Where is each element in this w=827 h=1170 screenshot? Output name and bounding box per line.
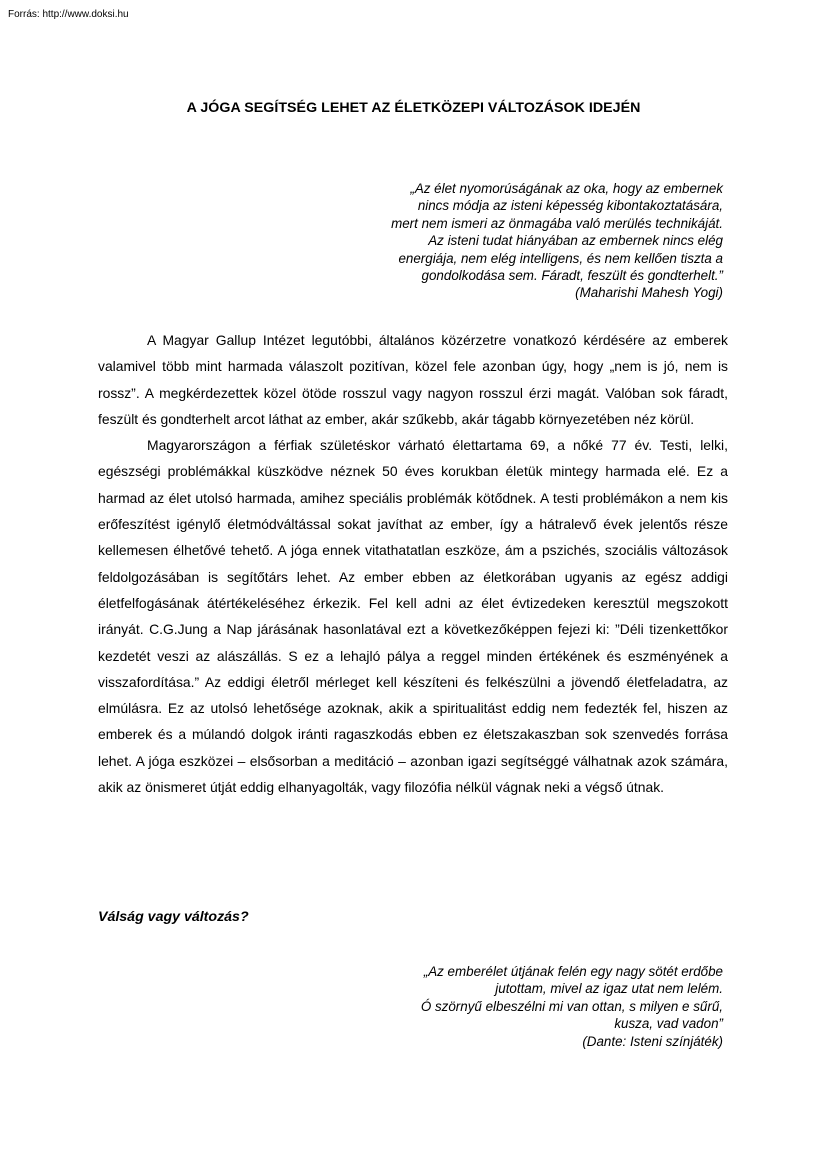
opening-quote bbox=[391, 180, 723, 302]
document-title: A JÓGA SEGÍTSÉG LEHET AZ ÉLETKÖZEPI VÁLTOZÁSOK IDEJÉN bbox=[186, 100, 641, 116]
quote-author: (Dante: Isteni színjáték) bbox=[582, 1033, 723, 1049]
article-body bbox=[98, 327, 728, 800]
paragraph: Magyarországon a férfiak születéskor várható élettartama 69, a nőké 77 év. Testi, lelki, egészségi problémákkal küszködve néznek 50 éves korukban életük mintegy harmada elé. Ez a harmad az élet utolsó harmada, amihez speciális problémák kötődnek. A testi problémákon a nem kis erőfeszítést igénylő életmódváltással sokat javíthat az ember, így a hátralevő évek jelentős része kellemesen élhetővé tehető. A jóga ennek vitathatatlan eszköze, ám a pszichés, szociális változások feldolgozásában is segítőtárs lehet. Az ember ebben az életkorában ugyanis az egész addigi életfelfogásának átértékeléséhez érkezik. Fel kell adni az élet évtizedeken keresztül megszokott irányát. C.G.Jung a Nap járásának hasonlatával ezt a következőképpen fejezi ki: ”Déli tizenkettőkor kezdetét veszi az alászállás. S ez a lehajló pálya a reggel minden értékének és eszményének a visszafordítása.” Az eddigi életről mérleget kell készíteni és felkészülni a jövendő életfeladatra, az elmúlásra. Ez az utolsó lehetősége azoknak, akik a spiritualitást eddig nem fedezték fel, hiszen az emberek és a múlandó dolgok iránti ragaszkodás ebben ez életszakaszban sok szenvedés forrása lehet. A jóga eszközei – elsősorban a meditáció – azonban igazi segítséggé válhatnak azok számára, akik az önismeret útját eddig elhanyagolták, vagy filozófia nélkül vágnak neki a végső útnak. bbox=[98, 437, 728, 796]
quote-line: „Az emberélet útjának felén egy nagy sötét erdőbe bbox=[423, 964, 723, 979]
quote-line: Ó szörnyű elbeszélni mi van ottan, s milyen e sűrű, bbox=[420, 998, 723, 1014]
quote-line: jutottam, mivel az igaz utat nem lelém. bbox=[495, 981, 723, 997]
quote-author: (Maharishi Mahesh Yogi) bbox=[575, 285, 723, 301]
paragraph: A Magyar Gallup Intézet legutóbbi, általános közérzetre vonatkozó kérdésére az emberek valamivel több mint harmada válaszolt pozitívan, közel fele azonban úgy, hogy „nem is jó, nem is rossz”. A megkérdezettek közel ötöde rosszul vagy nagyon rosszul érzi magát. Valóban sok fáradt, feszült és gondterhelt arcot láthat az ember, akár szűkebb, akár tágabb környezetében néz körül. bbox=[98, 332, 728, 427]
quote-line: nincs módja az isteni képesség kibontakoztatására, bbox=[417, 198, 723, 214]
quote-line: mert nem ismeri az önmagába való merülés technikáját. bbox=[391, 215, 723, 231]
quote-line: gondolkodása sem. Fáradt, feszült és gondterhelt.” bbox=[421, 268, 723, 284]
quote-line: Az isteni tudat hiányában az embernek nincs elég bbox=[428, 233, 723, 249]
section-heading: Válság vagy változás? bbox=[98, 909, 249, 925]
quote-line: kusza, vad vadon” bbox=[614, 1016, 723, 1032]
quote-line: „Az élet nyomorúságának az oka, hogy az embernek bbox=[410, 181, 723, 196]
dante-quote bbox=[421, 963, 723, 1050]
source-note: Forrás: http://www.doksi.hu bbox=[8, 9, 129, 20]
quote-line: energiája, nem elég intelligens, és nem kellően tiszta a bbox=[398, 250, 723, 266]
